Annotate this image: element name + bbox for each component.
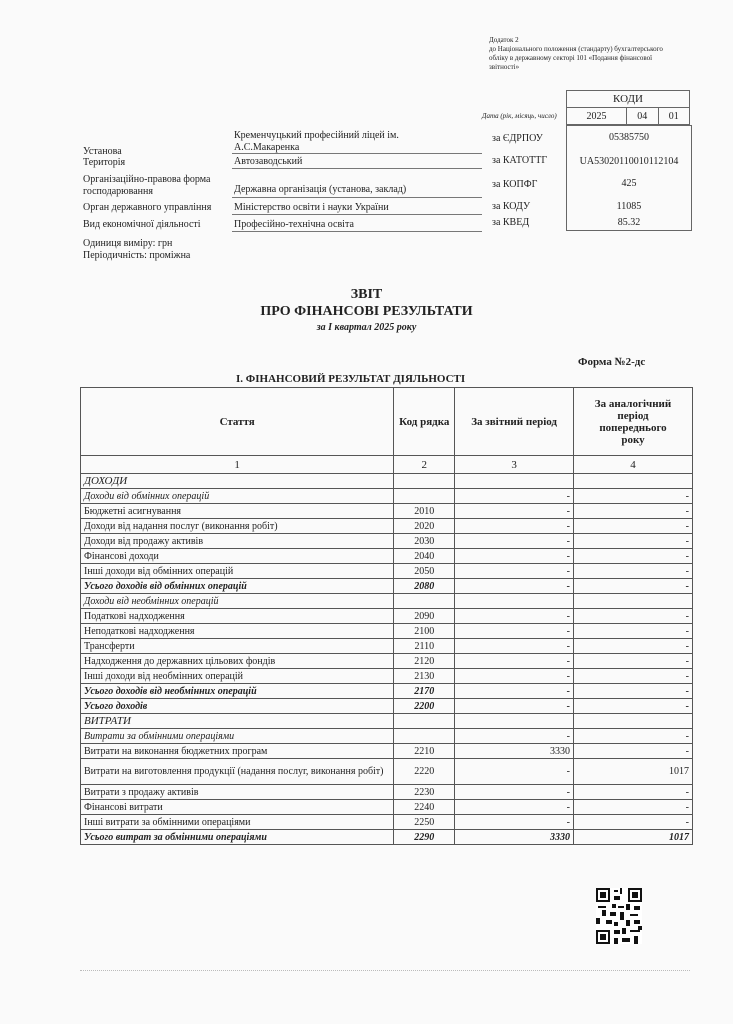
table-row	[81, 564, 693, 579]
table-row	[81, 759, 693, 785]
row-current: -	[455, 759, 574, 785]
table-row	[81, 800, 693, 815]
row-code: 2010	[394, 504, 455, 519]
code-label-kved: за КВЕД	[492, 217, 530, 228]
row-previous: -	[574, 564, 693, 579]
org-value-terytoriia: Автозаводський	[234, 156, 303, 167]
row-previous: -	[574, 785, 693, 800]
row-code: 2290	[394, 830, 455, 845]
row-code	[394, 729, 455, 744]
row-previous: 1017	[574, 830, 693, 845]
row-current: -	[455, 669, 574, 684]
form-number: Форма №2-дс	[578, 356, 646, 368]
date-year: 2025	[567, 108, 627, 125]
row-current: -	[455, 564, 574, 579]
row-label: Витрати на виготовлення продукції (надання послуг, виконання робіт)	[81, 759, 394, 785]
row-current: -	[455, 519, 574, 534]
row-previous: 1017	[574, 759, 693, 785]
qr-code-icon	[596, 888, 642, 944]
row-code: 2020	[394, 519, 455, 534]
row-code	[394, 594, 455, 609]
row-previous: -	[574, 684, 693, 699]
org-value-kved: Професійно-технічна освіта	[234, 219, 354, 230]
row-label: Усього доходів від обмінних операцій	[81, 579, 394, 594]
row-label: Доходи від обмінних операцій	[81, 489, 394, 504]
row-code: 2250	[394, 815, 455, 830]
annex-line: Додаток 2	[489, 36, 519, 44]
row-label: Усього доходів	[81, 699, 394, 714]
table-row	[81, 785, 693, 800]
table-row	[81, 815, 693, 830]
row-previous: -	[574, 744, 693, 759]
annex-block	[489, 36, 689, 72]
row-label: Надходження до державних цільових фондів	[81, 654, 394, 669]
date-month: 04	[627, 108, 658, 125]
row-code: 2170	[394, 684, 455, 699]
code-katottg: UA53020110010112104	[579, 156, 679, 167]
results-table	[80, 387, 693, 845]
row-code: 2100	[394, 624, 455, 639]
org-label-ustanova: Установа	[83, 146, 122, 157]
codes-column	[566, 125, 692, 231]
row-code: 2030	[394, 534, 455, 549]
row-previous: -	[574, 654, 693, 669]
row-current	[455, 714, 574, 729]
code-kved: 85.32	[617, 217, 641, 228]
table-row	[81, 549, 693, 564]
row-current: -	[455, 684, 574, 699]
col-header-code: Код рядка	[394, 388, 455, 456]
row-current: 3330	[455, 744, 574, 759]
row-label: Інші доходи від необмінних операцій	[81, 669, 394, 684]
table-row	[81, 519, 693, 534]
col-header-previous: За аналогічний період попереднього року	[574, 388, 693, 456]
row-previous: -	[574, 815, 693, 830]
row-current: -	[455, 639, 574, 654]
table-row	[81, 830, 693, 845]
table-row	[81, 729, 693, 744]
row-current: -	[455, 785, 574, 800]
row-code: 2050	[394, 564, 455, 579]
codes-header: КОДИ	[567, 91, 690, 108]
table-row	[81, 639, 693, 654]
row-label: Бюджетні асигнування	[81, 504, 394, 519]
row-label: Неподаткові надходження	[81, 624, 394, 639]
row-current: -	[455, 489, 574, 504]
report-title: ЗВІТ	[350, 287, 383, 302]
row-label: ВИТРАТИ	[81, 714, 394, 729]
annex-line: обліку в державному секторі 101 «Подання фінансової	[489, 54, 653, 62]
section-title: І. ФІНАНСОВИЙ РЕЗУЛЬТАТ ДІЯЛЬНОСТІ	[236, 373, 466, 385]
row-previous: -	[574, 624, 693, 639]
table-row	[81, 654, 693, 669]
row-code: 2110	[394, 639, 455, 654]
row-code: 2230	[394, 785, 455, 800]
col-index: 2	[394, 456, 455, 474]
code-kopfg: 425	[621, 178, 637, 189]
row-previous: -	[574, 609, 693, 624]
row-previous: -	[574, 639, 693, 654]
org-label-terytoriia: Територія	[83, 157, 126, 168]
table-row	[81, 534, 693, 549]
report-period: за І квартал 2025 року	[316, 322, 417, 333]
row-label: Інші витрати за обмінними операціями	[81, 815, 394, 830]
col-index: 4	[574, 456, 693, 474]
row-label: Витрати за обмінними операціями	[81, 729, 394, 744]
table-row	[81, 609, 693, 624]
annex-line: звітності»	[489, 63, 520, 71]
table-row	[81, 594, 693, 609]
col-index: 3	[455, 456, 574, 474]
row-code: 2200	[394, 699, 455, 714]
row-label: Доходи від надання послуг (виконання робіт)	[81, 519, 394, 534]
table-row	[81, 684, 693, 699]
table-row	[81, 699, 693, 714]
org-value-ustanova: Кременчуцький професійний ліцей ім. А.С.Макаренка	[234, 130, 399, 153]
row-code: 2210	[394, 744, 455, 759]
row-previous: -	[574, 534, 693, 549]
row-code: 2240	[394, 800, 455, 815]
row-current: -	[455, 549, 574, 564]
org-label-opf: Організаційно-правова форма господарювання	[83, 174, 211, 197]
row-current: -	[455, 800, 574, 815]
table-row	[81, 744, 693, 759]
row-label: Витрати на виконання бюджетних програм	[81, 744, 394, 759]
org-value-opf: Державна організація (установа, заклад)	[234, 184, 407, 195]
code-kodu: 11085	[616, 201, 642, 212]
row-previous: -	[574, 729, 693, 744]
code-label-kopfg: за КОПФГ	[492, 179, 538, 190]
row-previous: -	[574, 489, 693, 504]
report-subtitle: ПРО ФІНАНСОВІ РЕЗУЛЬТАТИ	[260, 304, 473, 319]
row-previous: -	[574, 519, 693, 534]
col-header-current: За звітний період	[455, 388, 574, 456]
row-current: 3330	[455, 830, 574, 845]
row-previous	[574, 474, 693, 489]
row-label: Інші доходи від обмінних операцій	[81, 564, 394, 579]
org-value-organ: Міністерство освіти і науки України	[234, 202, 389, 213]
row-label: ДОХОДИ	[81, 474, 394, 489]
row-previous: -	[574, 699, 693, 714]
row-label: Витрати з продажу активів	[81, 785, 394, 800]
row-code: 2090	[394, 609, 455, 624]
row-code	[394, 714, 455, 729]
annex-line: до Національного положення (стандарту) бухгалтерського	[489, 45, 663, 53]
table-row	[81, 669, 693, 684]
col-index: 1	[81, 456, 394, 474]
table-row	[81, 714, 693, 729]
row-label: Усього доходів від необмінних операцій	[81, 684, 394, 699]
row-code	[394, 489, 455, 504]
table-row	[81, 624, 693, 639]
row-previous: -	[574, 800, 693, 815]
code-label-katottg: за КАТОТТГ	[492, 155, 548, 166]
row-code: 2120	[394, 654, 455, 669]
row-label: Податкові надходження	[81, 609, 394, 624]
row-previous	[574, 594, 693, 609]
row-previous: -	[574, 669, 693, 684]
row-label: Фінансові доходи	[81, 549, 394, 564]
row-code	[394, 474, 455, 489]
codes-header-table	[566, 90, 690, 125]
row-current: -	[455, 624, 574, 639]
row-current: -	[455, 815, 574, 830]
periodicity-label: Періодичність: проміжна	[83, 250, 191, 261]
table-row	[81, 489, 693, 504]
row-current: -	[455, 699, 574, 714]
row-current: -	[455, 654, 574, 669]
row-previous: -	[574, 549, 693, 564]
unit-label: Одиниця виміру: грн	[83, 238, 173, 249]
row-label: Усього витрат за обмінними операціями	[81, 830, 394, 845]
code-label-edrpou: за ЄДРПОУ	[492, 133, 543, 144]
row-current: -	[455, 504, 574, 519]
row-previous	[574, 714, 693, 729]
org-label-kved: Вид економічної діяльності	[83, 219, 201, 230]
table-row	[81, 504, 693, 519]
row-label: Доходи від необмінних операцій	[81, 594, 394, 609]
org-label-organ: Орган державного управління	[83, 202, 212, 213]
date-day: 01	[658, 108, 689, 125]
row-code: 2080	[394, 579, 455, 594]
row-current: -	[455, 534, 574, 549]
row-code: 2220	[394, 759, 455, 785]
table-row	[81, 579, 693, 594]
code-edrpou: 05385750	[609, 132, 649, 143]
row-current	[455, 594, 574, 609]
divider	[80, 970, 690, 971]
row-code: 2040	[394, 549, 455, 564]
table-row	[81, 474, 693, 489]
row-label: Фінансові витрати	[81, 800, 394, 815]
row-label: Трансферти	[81, 639, 394, 654]
row-current: -	[455, 579, 574, 594]
row-label: Доходи від продажу активів	[81, 534, 394, 549]
row-previous: -	[574, 504, 693, 519]
row-current: -	[455, 729, 574, 744]
code-label-kodu: за КОДУ	[492, 201, 531, 212]
row-current: -	[455, 609, 574, 624]
col-header-article: Стаття	[81, 388, 394, 456]
row-previous: -	[574, 579, 693, 594]
row-code: 2130	[394, 669, 455, 684]
row-current	[455, 474, 574, 489]
date-label: Дата (рік, місяць, число)	[482, 112, 557, 120]
